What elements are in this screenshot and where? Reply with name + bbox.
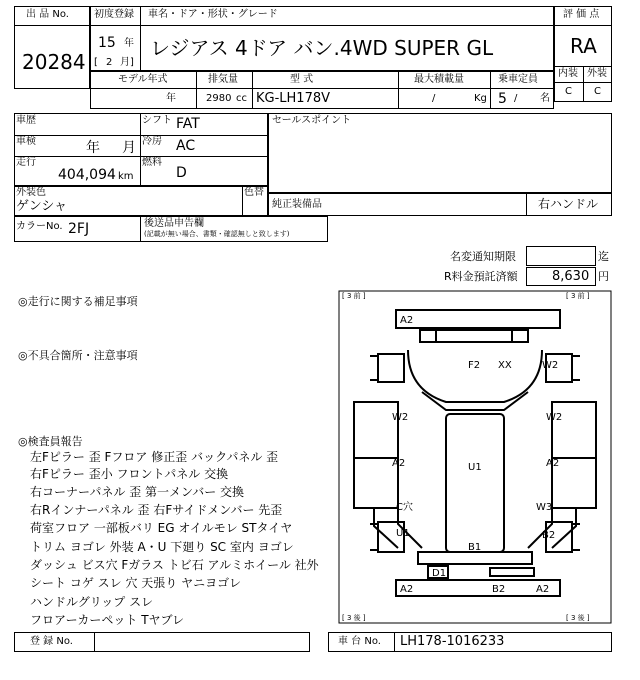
report-note: (記載が無い場合、書類・確認無しと致します) xyxy=(144,230,290,238)
options-label: 純正装備品 xyxy=(272,199,322,210)
displacement-unit: cc xyxy=(236,93,247,104)
lot-label: 出 品 No. xyxy=(26,9,69,20)
hood xyxy=(408,350,542,402)
mark-u1-roof: U1 xyxy=(468,462,482,473)
type-label: 型 式 xyxy=(290,74,314,85)
max-load-value: / xyxy=(432,93,436,104)
inspector-note-line: 荷室フロア 一部板バリ EG オイルモレ STタイヤ xyxy=(30,521,293,535)
model-year-label: モデル年式 xyxy=(118,74,168,85)
lot-number: 20284 xyxy=(22,50,86,74)
chassis-value: LH178-1016233 xyxy=(400,634,505,649)
inspector-note-line: 左Fピラー 歪 Fフロア 修正歪 バックパネル 歪 xyxy=(30,450,279,464)
sales-point-label: セールスポイント xyxy=(272,115,352,126)
diagram-top-right-label: [ 3 前 ] xyxy=(566,292,590,300)
diagram-bottom-left-label: [ 3 後 ] xyxy=(342,614,366,622)
inspector-note-line: フロアーカーペット Tヤブレ xyxy=(30,613,185,627)
mark-b1-rear: B1 xyxy=(468,542,482,553)
inspector-note-line: ハンドルグリップ スレ xyxy=(30,595,154,609)
recycle-label: R料金預託済額 xyxy=(444,270,518,283)
shift-value: FAT xyxy=(176,116,200,132)
month-open: [ xyxy=(94,57,98,68)
front-left-wheel xyxy=(370,354,404,382)
mark-w2-left-door: W2 xyxy=(392,412,409,423)
defect-notes-title: ◎不具合箇所・注意事項 xyxy=(18,349,138,362)
interior-label: 内装 xyxy=(558,68,578,79)
color-label: 外装色 xyxy=(16,187,46,198)
max-load-label: 最大積載量 xyxy=(414,74,464,85)
history-label: 車歴 xyxy=(16,115,36,126)
body-side-right xyxy=(528,402,552,548)
mileage-unit: km xyxy=(118,171,134,182)
mark-d1-lamp: D1 xyxy=(432,568,447,579)
mark-b2-right: B2 xyxy=(542,530,556,541)
ac-label: 冷房 xyxy=(142,136,162,147)
left-front-door xyxy=(354,402,398,458)
rating-label: 評 価 点 xyxy=(563,9,600,20)
inspector-note-line: トリム ヨゴレ 外装 A・U 下廻り SC 室内 ヨゴレ xyxy=(30,540,294,554)
mark-b2-rear: B2 xyxy=(492,584,506,595)
inspector-note-line: シート コゲ スレ 穴 天張り ヤニヨゴレ xyxy=(30,576,242,590)
mark-w2-right-door: W2 xyxy=(546,412,563,423)
inspector-note-line: 右コーナーパネル 歪 第一メンバー 交換 xyxy=(30,485,245,499)
chassis-label: 車 台 No. xyxy=(338,636,381,647)
model-year-unit: 年 xyxy=(166,93,176,104)
roof xyxy=(446,414,504,552)
inspector-note-line: 右Rインナーパネル 歪 右Fサイドメンバー 先歪 xyxy=(30,503,283,517)
car-name: レジアス 4ドア バン.4WD SUPER GL xyxy=(150,36,494,60)
rear-panel xyxy=(418,552,532,564)
recycle-unit: 円 xyxy=(598,270,609,283)
first-reg-label: 初度登録 xyxy=(94,9,134,20)
notice-label: 名変通知期限 xyxy=(450,250,516,263)
year-unit: 年 xyxy=(124,38,134,49)
notice-value-box xyxy=(526,246,596,266)
mark-w3-right: W3 xyxy=(536,502,553,513)
shift-label: シフト xyxy=(142,115,172,126)
front-bumper xyxy=(396,310,560,328)
mark-c-hole: C穴 xyxy=(396,502,413,513)
month-unit: 月] xyxy=(120,57,134,68)
mileage-value: 404,094 xyxy=(58,167,116,183)
interior-grade: C xyxy=(565,86,572,97)
mileage-label: 走行 xyxy=(16,157,36,168)
mark-u1-left: U1 xyxy=(396,528,410,539)
mark-a2-rear-right: A2 xyxy=(536,584,550,595)
rear-garnish xyxy=(490,568,534,576)
inspection-label: 車検 xyxy=(16,136,36,147)
max-load-unit: Kg xyxy=(474,93,487,104)
inspection-month-unit: 月 xyxy=(122,140,136,156)
rating-value: RA xyxy=(570,34,597,58)
car-name-label: 車名・ドア・形状・グレード xyxy=(148,9,278,20)
diagram-bottom-right-label: [ 3 後 ] xyxy=(566,614,590,622)
color-no-value: 2FJ xyxy=(68,221,90,237)
first-reg-month: 2 xyxy=(106,57,113,68)
reg-no-label: 登 録 No. xyxy=(30,636,73,647)
inspector-note-line: 右Fピラー 歪小 フロントパネル 交換 xyxy=(30,467,229,481)
mark-w2-front-right: W2 xyxy=(542,360,559,371)
inspection-year-unit: 年 xyxy=(86,140,100,156)
color-value: ゲンシャ xyxy=(16,199,68,214)
details-box xyxy=(14,113,268,186)
running-notes-title: ◎走行に関する補足事項 xyxy=(18,295,138,308)
diagram-top-left-label: [ 3 前 ] xyxy=(342,292,366,300)
inspector-report-title: ◎検査員報告 xyxy=(18,435,83,448)
capacity-sep: / xyxy=(514,93,518,104)
displacement-value: 2980 xyxy=(206,93,232,104)
capacity-label: 乗車定員 xyxy=(498,74,538,85)
exterior-label: 外装 xyxy=(587,68,607,79)
exterior-grade: C xyxy=(594,86,601,97)
right-front-door xyxy=(552,402,596,458)
report-label: 後送品申告欄 xyxy=(144,218,204,229)
first-reg-year: 15 xyxy=(98,35,116,51)
fuel-label: 燃料 xyxy=(142,157,162,168)
inspector-note-line: ダッシュ ビス穴 Fガラス トビ石 アルミホイール 社外 xyxy=(30,558,319,572)
model-type: KG-LH178V xyxy=(256,91,331,106)
capacity-value: 5 xyxy=(498,91,507,107)
mark-a2-left-panel: A2 xyxy=(392,458,406,469)
handle-value: 右ハンドル xyxy=(538,197,599,211)
mark-f2-windshield: F2 xyxy=(468,360,481,371)
mark-xx-hood: XX xyxy=(498,360,512,371)
ac-value: AC xyxy=(176,138,196,154)
displacement-label: 排気量 xyxy=(208,74,238,85)
recycle-value: 8,630 xyxy=(552,269,590,284)
notice-unit: 迄 xyxy=(598,250,609,263)
mark-a2-right-panel: A2 xyxy=(546,458,560,469)
capacity-unit: 名 xyxy=(540,93,550,104)
mark-a2-rear-left: A2 xyxy=(400,584,414,595)
body-side-left xyxy=(398,402,422,548)
mark-a2-front-bumper: A2 xyxy=(400,315,414,326)
color-no-label: カラーNo. xyxy=(16,221,63,232)
fuel-value: D xyxy=(176,165,187,181)
recolor-label: 色替 xyxy=(244,187,264,198)
car-diagram xyxy=(338,290,612,624)
